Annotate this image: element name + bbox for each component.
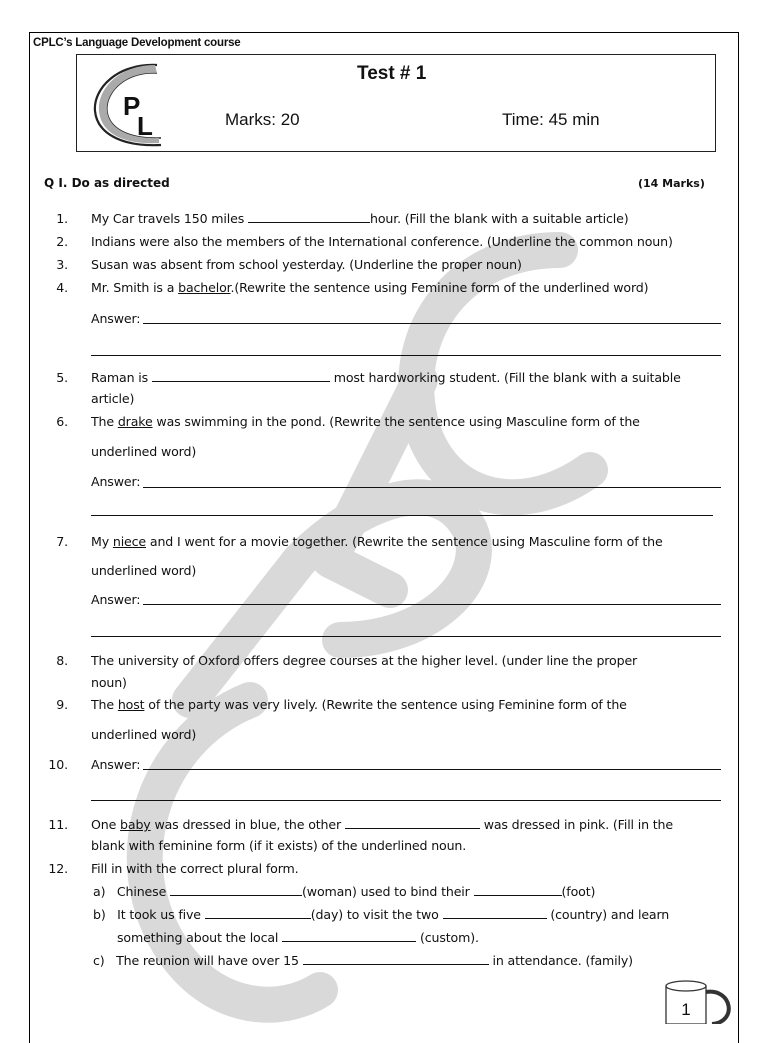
test-title: Test # 1	[357, 63, 427, 84]
answer-blank[interactable]	[170, 884, 302, 896]
answer-blank[interactable]	[443, 907, 547, 919]
question-11: One baby was dressed in blue, the other was dressed in pink. (Fill in the	[91, 817, 673, 832]
sub-question-a: a) Chinese (woman) used to bind their (foot)	[93, 884, 596, 899]
answer-blank[interactable]	[248, 211, 370, 223]
question-3: Susan was absent from school yesterday. (Underline the proper noun)	[91, 257, 522, 272]
question-9: The host of the party was very lively. (Rewrite the sentence using Feminine form of the	[91, 697, 627, 712]
course-title: CPLC’s Language Development course	[33, 37, 241, 49]
page-number: 1	[681, 1000, 691, 1019]
question-number: 11.	[48, 817, 68, 832]
answer-line[interactable]	[143, 769, 721, 770]
answer-label: Answer:	[91, 474, 141, 489]
underlined-word: drake	[117, 414, 153, 429]
question-1: My Car travels 150 miles hour. (Fill the blank with a suitable article)	[91, 211, 629, 226]
question-12: Fill in with the correct plural form.	[91, 861, 299, 876]
sub-question-b: b) It took us five (day) to visit the two (country) and learn	[93, 907, 670, 922]
svg-text:L: L	[137, 111, 153, 141]
answer-blank[interactable]	[152, 370, 330, 382]
answer-line[interactable]	[143, 604, 721, 605]
question-5: Raman is most hardworking student. (Fill the blank with a suitable	[91, 370, 681, 385]
underlined-word: baby	[120, 817, 151, 832]
answer-line[interactable]	[91, 355, 721, 356]
question-number: 12.	[48, 861, 68, 876]
answer-line[interactable]	[91, 515, 713, 516]
question-2: Indians were also the members of the International conference. (Underline the common noun)	[91, 234, 673, 249]
question-number: 6.	[56, 414, 68, 429]
question-number: 8.	[56, 653, 68, 668]
underlined-word: host	[117, 697, 145, 712]
question-number: 2.	[56, 234, 68, 249]
answer-line[interactable]	[91, 800, 721, 801]
question-number: 10.	[48, 757, 68, 772]
answer-line[interactable]	[91, 636, 721, 637]
answer-blank[interactable]	[205, 907, 311, 919]
time-limit: Time: 45 min	[502, 110, 600, 129]
answer-label: Answer:	[91, 592, 141, 607]
answer-blank[interactable]	[282, 930, 416, 942]
question-4: Mr. Smith is a bachelor.(Rewrite the sentence using Feminine form of the underlined word)	[91, 280, 649, 295]
svg-text:P: P	[123, 91, 141, 121]
question-list: 1. My Car travels 150 miles hour. (Fill the blank with a suitable article) 2. Indians were also the members of the International conference. (Underline the common noun) 3. Susan was absent from school yesterday. (Underline the proper noun) 4. Mr. Smith is a bachelor.(Rewrite the sentence using Feminine form of the underlined word) Answer: 5. Raman is most hardworking student. (Fill the blank with a suitable article) 6. The drake was swimming in the pond. (Rewrite the sentence using Masculine form of the underlined word) Answer: 7. My niece and I went for a movie together. (Rewrite the sentence using Masculine form of the underlined word) Answer: 8. The university of Oxford offers degree courses at the higher level. (under line the proper noun) 9. The host of the party was very lively. (Rewrite the sentence using Feminine form of the underlined word) 10. Answer: 11. One baby was dressed in blue, the other was dressed in pink. (Fill in the blank with feminine form (if it exists) of the underlined noun. 12. Fill in with the correct plural form. a) Chinese (woman) used to bind their (foot) b) It took us five (day) to visit the two (country) and learn something about the local (custom). c) The reunion will have over 15 in attendance. (family)	[0, 0, 768, 1024]
question-6: The drake was swimming in the pond. (Rewrite the sentence using Masculine form of the	[91, 414, 640, 429]
underlined-word: niece	[112, 534, 147, 549]
question-number: 7.	[56, 534, 68, 549]
answer-line[interactable]	[143, 487, 721, 488]
sub-question-c: c) The reunion will have over 15 in attendance. (family)	[93, 953, 633, 968]
question-number: 9.	[56, 697, 68, 712]
section-marks: (14 Marks)	[638, 177, 705, 190]
question-number: 1.	[56, 211, 68, 226]
question-number: 4.	[56, 280, 68, 295]
question-8: The university of Oxford offers degree courses at the higher level. (under line the proper	[91, 653, 638, 668]
answer-blank[interactable]	[345, 817, 480, 829]
question-7: My niece and I went for a movie together. (Rewrite the sentence using Masculine form of the	[91, 534, 663, 549]
question-number: 5.	[56, 370, 68, 385]
answer-label: Answer:	[91, 311, 141, 326]
answer-blank[interactable]	[474, 884, 562, 896]
answer-blank[interactable]	[303, 953, 489, 965]
answer-label: Answer:	[91, 757, 141, 772]
section-title: Q I. Do as directed	[44, 176, 170, 190]
page-number-mug	[662, 978, 734, 1024]
underlined-word: bachelor	[178, 280, 231, 295]
answer-line[interactable]	[143, 323, 721, 324]
total-marks: Marks: 20	[225, 110, 300, 129]
question-number: 3.	[56, 257, 68, 272]
